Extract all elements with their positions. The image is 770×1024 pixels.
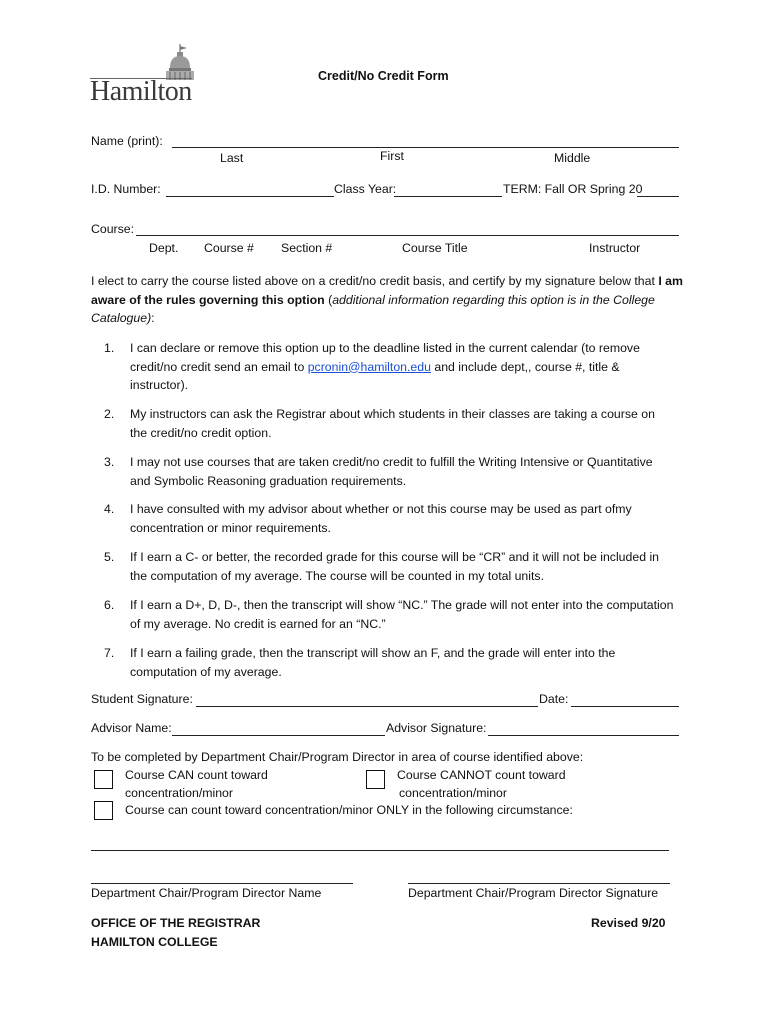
name-last-caption: Last [220, 151, 244, 165]
course-instructor-caption: Instructor [589, 241, 641, 255]
college-name: HAMILTON COLLEGE [91, 935, 218, 949]
course-section-caption: Section # [281, 241, 333, 255]
conditional-count-label: Course can count toward concentration/minor ONLY in the following circumstance: [125, 803, 573, 817]
office-name: OFFICE OF THE REGISTRAR [91, 916, 261, 930]
date-label: Date: [539, 692, 569, 706]
cannot-count-label-1: Course CANNOT count toward [397, 768, 566, 782]
registrar-email-link[interactable]: pcronin@hamilton.edu [307, 359, 431, 374]
advisor-signature-label: Advisor Signature: [386, 721, 487, 735]
logo-wordmark: Hamilton [90, 76, 192, 107]
conditional-count-checkbox[interactable] [94, 801, 113, 820]
cannot-count-label-2: concentration/minor [399, 786, 507, 800]
course-label: Course: [91, 222, 135, 236]
course-dept-caption: Dept. [149, 241, 179, 255]
student-signature-field[interactable] [196, 706, 538, 707]
course-field[interactable] [136, 235, 679, 236]
chair-name-field[interactable] [91, 883, 353, 884]
course-title-caption: Course Title [402, 241, 468, 255]
class-year-label: Class Year: [334, 182, 397, 196]
name-label: Name (print): [91, 134, 163, 148]
circumstance-field[interactable] [91, 850, 669, 851]
chair-instructions: To be completed by Department Chair/Program Director in area of course identified above: [91, 750, 584, 764]
class-year-field[interactable] [394, 196, 502, 197]
chair-name-label: Department Chair/Program Director Name [91, 886, 322, 900]
name-middle-caption: Middle [554, 151, 591, 165]
advisor-name-label: Advisor Name: [91, 721, 172, 735]
chair-signature-field[interactable] [408, 883, 670, 884]
can-count-label-1: Course CAN count toward [125, 768, 268, 782]
term-year-field[interactable] [637, 196, 679, 197]
date-field[interactable] [571, 706, 679, 707]
can-count-label-2: concentration/minor [125, 786, 233, 800]
id-number-field[interactable] [166, 196, 334, 197]
can-count-checkbox[interactable] [94, 770, 113, 789]
name-first-caption: First [380, 149, 404, 163]
advisor-signature-field[interactable] [488, 735, 679, 736]
term-label: TERM: Fall OR Spring 20 [503, 182, 643, 196]
student-signature-label: Student Signature: [91, 692, 193, 706]
intro-paragraph: I elect to carry the course listed above on a credit/no credit basis, and certify by my signature below that I am aware of the rules governing this option (additional information regarding this option is in the College Catalogue): [91, 274, 683, 325]
page-title: Credit/No Credit Form [318, 69, 449, 83]
course-number-caption: Course # [204, 241, 254, 255]
advisor-name-field[interactable] [172, 735, 385, 736]
revision-date: Revised 9/20 [591, 916, 666, 930]
cannot-count-checkbox[interactable] [366, 770, 385, 789]
id-number-label: I.D. Number: [91, 182, 161, 196]
name-field[interactable] [172, 147, 679, 148]
chair-signature-label: Department Chair/Program Director Signature [408, 886, 659, 900]
